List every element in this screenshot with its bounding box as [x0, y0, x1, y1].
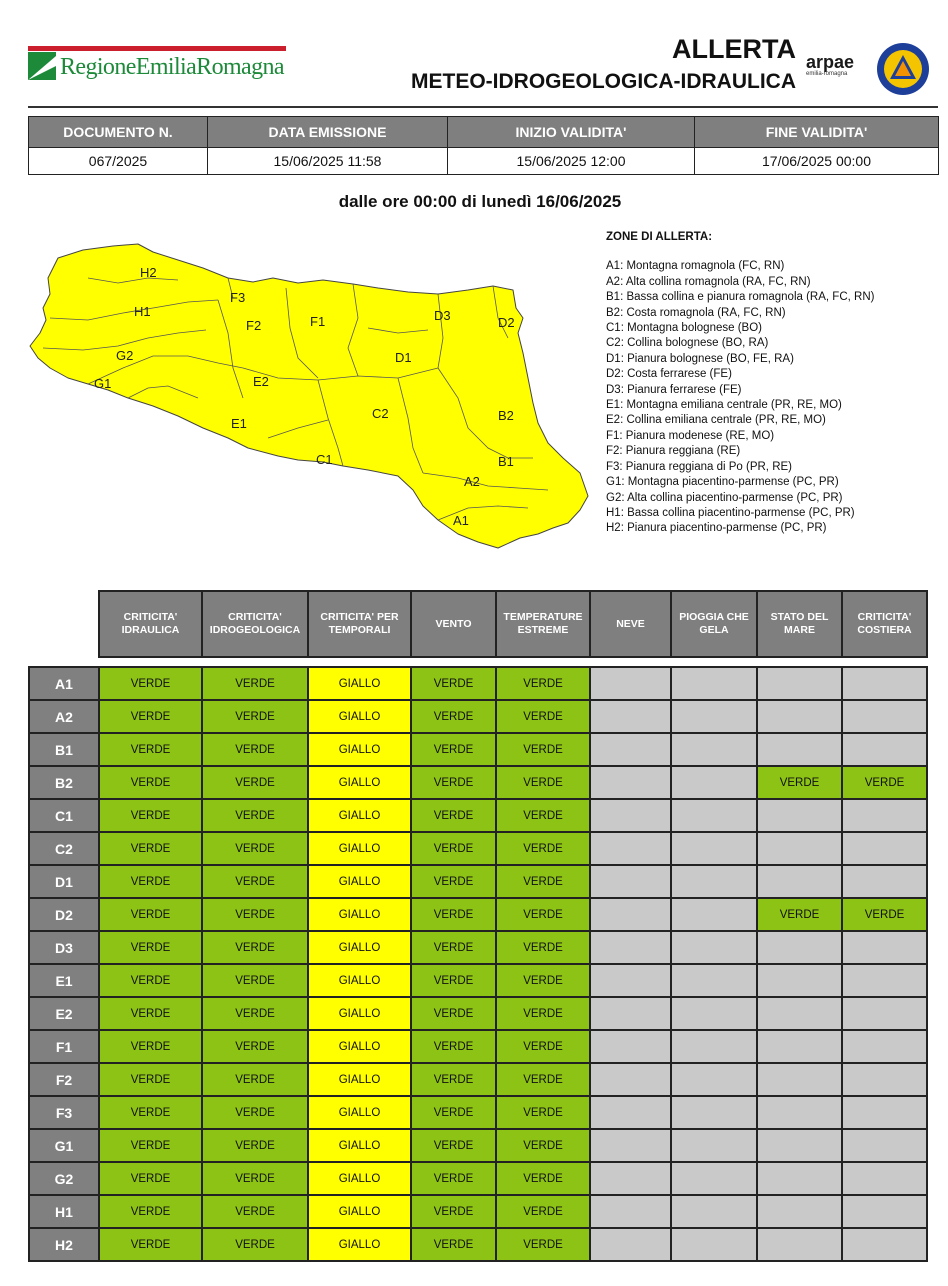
alert-cell: VERDE [411, 997, 496, 1030]
alert-cell: GIALLO [308, 964, 411, 997]
zone-label: D1 [29, 865, 99, 898]
alert-cell: VERDE [496, 832, 590, 865]
alert-cell: VERDE [496, 931, 590, 964]
alert-cell: VERDE [99, 931, 202, 964]
table-row [29, 865, 927, 898]
regione-emilia-romagna-logo [28, 46, 286, 82]
alert-cell [842, 964, 927, 997]
alert-cell: VERDE [99, 667, 202, 700]
region-logo-text: RegioneEmiliaRomagna [60, 54, 284, 80]
map-label-h1: H1 [134, 304, 151, 319]
map-label-b1: B1 [498, 454, 514, 469]
alert-cell: VERDE [842, 898, 927, 931]
alert-cell [590, 1030, 671, 1063]
alert-cell: GIALLO [308, 865, 411, 898]
alert-cell: VERDE [99, 832, 202, 865]
alert-cell: VERDE [99, 865, 202, 898]
map-label-h2: H2 [140, 265, 157, 280]
alert-cell: VERDE [99, 1228, 202, 1261]
alert-cell [842, 733, 927, 766]
alert-cell [590, 1195, 671, 1228]
alert-cell [757, 931, 842, 964]
zone-label: H1 [29, 1195, 99, 1228]
alert-cell [590, 1063, 671, 1096]
alert-cell: VERDE [496, 964, 590, 997]
legend-item: G2: Alta collina piacentino-parmense (PC, PR) [606, 491, 843, 504]
alert-cell [842, 667, 927, 700]
table-row [29, 1195, 927, 1228]
table-row [29, 766, 927, 799]
table-row [29, 997, 927, 1030]
alert-cell: VERDE [99, 700, 202, 733]
legend-item: E1: Montagna emiliana centrale (PR, RE, MO) [606, 399, 842, 412]
alert-cell: VERDE [411, 1063, 496, 1096]
legend-title: ZONE DI ALLERTA: [606, 231, 713, 243]
alert-cell [757, 1162, 842, 1195]
table-row [29, 700, 927, 733]
validity-subtitle: dalle ore 00:00 di lunedì 16/06/2025 [338, 192, 622, 211]
alert-cell [671, 1162, 757, 1195]
alert-cell: GIALLO [308, 1063, 411, 1096]
table-row [29, 1162, 927, 1195]
legend-item: A2: Alta collina romagnola (RA, FC, RN) [606, 275, 811, 288]
alert-cell: VERDE [202, 1030, 308, 1063]
info-header-document: DOCUMENTO N. [29, 117, 208, 148]
page-subtitle: METEO-IDROGEOLOGICA-IDRAULICA [411, 70, 796, 93]
logo-red-bar [28, 46, 286, 51]
alert-cell: VERDE [411, 700, 496, 733]
alert-cell: VERDE [202, 1195, 308, 1228]
alert-cell [757, 1030, 842, 1063]
map-label-e1: E1 [231, 416, 247, 431]
alert-cell [590, 1129, 671, 1162]
legend-item: D1: Pianura bolognese (BO, FE, RA) [606, 352, 794, 365]
header-gap [29, 657, 927, 667]
alert-cell [671, 1129, 757, 1162]
alert-cell [842, 799, 927, 832]
zone-label: A1 [29, 667, 99, 700]
map-label-d2: D2 [498, 315, 515, 330]
alert-cell: VERDE [496, 1162, 590, 1195]
alert-cell [842, 997, 927, 1030]
page-title: ALLERTA [672, 34, 796, 64]
table-row [29, 898, 927, 931]
table-row [29, 799, 927, 832]
alert-cell [671, 1228, 757, 1261]
alert-cell: GIALLO [308, 700, 411, 733]
alert-cell: VERDE [496, 766, 590, 799]
alert-cell: VERDE [411, 1228, 496, 1261]
alert-cell: VERDE [496, 1096, 590, 1129]
alert-cell: GIALLO [308, 931, 411, 964]
alert-cell: VERDE [496, 1030, 590, 1063]
zone-label: E1 [29, 964, 99, 997]
alert-cell: VERDE [496, 733, 590, 766]
column-header: STATO DEL MARE [757, 591, 842, 657]
table-row [29, 931, 927, 964]
info-header-start: INIZIO VALIDITA' [448, 117, 695, 148]
alert-cell [671, 865, 757, 898]
legend-item: C1: Montagna bolognese (BO) [606, 322, 762, 335]
alert-cell: GIALLO [308, 1228, 411, 1261]
alert-cell [590, 766, 671, 799]
map-label-b2: B2 [498, 408, 514, 423]
table-row [29, 964, 927, 997]
alert-cell [590, 1096, 671, 1129]
legend-item: F1: Pianura modenese (RE, MO) [606, 429, 775, 442]
alert-cell: VERDE [411, 1195, 496, 1228]
alert-cell: VERDE [202, 964, 308, 997]
legend-item: B2: Costa romagnola (RA, FC, RN) [606, 306, 786, 319]
map-label-d3: D3 [434, 308, 451, 323]
alert-cell: VERDE [496, 1129, 590, 1162]
alert-cell [671, 931, 757, 964]
alert-cell [757, 1096, 842, 1129]
alert-cell [590, 667, 671, 700]
alert-cell [671, 733, 757, 766]
zone-label: A2 [29, 700, 99, 733]
zone-label: G1 [29, 1129, 99, 1162]
alert-cell [842, 1195, 927, 1228]
gap-cell [29, 657, 927, 667]
alert-cell: VERDE [496, 799, 590, 832]
alert-cell [757, 1129, 842, 1162]
alert-cell: VERDE [496, 1228, 590, 1261]
legend-item: D2: Costa ferrarese (FE) [606, 368, 732, 381]
alert-cell: VERDE [496, 1195, 590, 1228]
table-row [29, 1096, 927, 1129]
alert-cell: VERDE [496, 898, 590, 931]
alert-cell: VERDE [99, 766, 202, 799]
column-header: CRITICITA' IDROGEOLOGICA [202, 591, 308, 657]
alert-cell: VERDE [99, 1162, 202, 1195]
map-label-f3: F3 [230, 290, 246, 305]
alert-cell [842, 700, 927, 733]
alert-cell: GIALLO [308, 667, 411, 700]
zone-label: G2 [29, 1162, 99, 1195]
alert-cell: VERDE [411, 964, 496, 997]
map-label-g1: G1 [94, 376, 112, 391]
info-end-date: 17/06/2025 00:00 [695, 148, 939, 175]
alert-cell [842, 865, 927, 898]
info-header-emission: DATA EMISSIONE [208, 117, 448, 148]
table-row [29, 1129, 927, 1162]
alert-cell [671, 667, 757, 700]
alert-cell: VERDE [757, 898, 842, 931]
alert-cell: VERDE [411, 1096, 496, 1129]
alert-cell [842, 1129, 927, 1162]
alert-cell [590, 799, 671, 832]
alert-cell: VERDE [496, 997, 590, 1030]
map-label-c1: C1 [316, 452, 333, 467]
alert-cell [671, 898, 757, 931]
protezione-civile-icon [876, 42, 930, 96]
alert-cell [757, 865, 842, 898]
table-row [29, 1063, 927, 1096]
map-label-e2: E2 [253, 374, 269, 389]
alert-cell: VERDE [99, 1129, 202, 1162]
region-flag-icon [28, 52, 56, 80]
column-header: CRITICITA' PER TEMPORALI [308, 591, 411, 657]
alert-cell: VERDE [202, 799, 308, 832]
info-start-date: 15/06/2025 12:00 [448, 148, 695, 175]
table-row [29, 832, 927, 865]
alert-cell [590, 733, 671, 766]
table-row [29, 1030, 927, 1063]
alert-cell: GIALLO [308, 898, 411, 931]
alert-cell [757, 832, 842, 865]
alert-cell: VERDE [496, 667, 590, 700]
alert-cell: VERDE [411, 832, 496, 865]
zone-label: C2 [29, 832, 99, 865]
map-label-c2: C2 [372, 406, 389, 421]
column-header: CRITICITA' COSTIERA [842, 591, 927, 657]
alert-cell: VERDE [99, 898, 202, 931]
zones-legend [606, 230, 938, 537]
zone-label: D2 [29, 898, 99, 931]
column-header: CRITICITA' IDRAULICA [99, 591, 202, 657]
legend-item: H2: Pianura piacentino-parmense (PC, PR) [606, 522, 827, 535]
alert-cell [590, 1228, 671, 1261]
map-label-d1: D1 [395, 350, 412, 365]
column-header: VENTO [411, 591, 496, 657]
zone-label: E2 [29, 997, 99, 1030]
zone-label: F1 [29, 1030, 99, 1063]
alert-levels-table [28, 590, 928, 1262]
legend-item: F2: Pianura reggiana (RE) [606, 445, 741, 458]
alert-cell: VERDE [411, 865, 496, 898]
alert-cell: VERDE [202, 1096, 308, 1129]
alert-cell [671, 964, 757, 997]
alert-cell: VERDE [202, 997, 308, 1030]
region-outline [30, 244, 588, 548]
alert-cell [842, 832, 927, 865]
alert-cell: GIALLO [308, 1096, 411, 1129]
zone-label: F3 [29, 1096, 99, 1129]
info-emission-date: 15/06/2025 11:58 [208, 148, 448, 175]
alert-cell [671, 1195, 757, 1228]
alert-cell: VERDE [496, 700, 590, 733]
alert-cell [590, 1162, 671, 1195]
header-divider [28, 106, 938, 108]
arpae-logo-text: arpae [806, 52, 855, 72]
alert-cell [590, 700, 671, 733]
alert-cell [671, 700, 757, 733]
alert-cell [590, 964, 671, 997]
map-label-f2: F2 [246, 318, 262, 333]
zone-label: H2 [29, 1228, 99, 1261]
map-label-f1: F1 [310, 314, 326, 329]
alert-cell: VERDE [99, 799, 202, 832]
alert-cell [842, 1096, 927, 1129]
alert-cell: VERDE [411, 1030, 496, 1063]
alert-cell: VERDE [202, 667, 308, 700]
alert-cell: GIALLO [308, 799, 411, 832]
alert-cell: VERDE [411, 733, 496, 766]
alert-cell: VERDE [411, 931, 496, 964]
alert-cell [757, 1195, 842, 1228]
alert-cell: VERDE [496, 1063, 590, 1096]
alert-cell [757, 667, 842, 700]
alert-cell: GIALLO [308, 766, 411, 799]
alert-cell: VERDE [99, 1030, 202, 1063]
alert-cell [671, 766, 757, 799]
alert-cell: GIALLO [308, 1195, 411, 1228]
alert-cell [590, 931, 671, 964]
alert-cell: GIALLO [308, 997, 411, 1030]
alert-cell: VERDE [411, 766, 496, 799]
zone-label: D3 [29, 931, 99, 964]
alert-cell: VERDE [99, 1063, 202, 1096]
alert-cell: VERDE [202, 865, 308, 898]
alert-cell: VERDE [99, 733, 202, 766]
alert-cell [590, 997, 671, 1030]
alert-cell [671, 1096, 757, 1129]
alert-cell [757, 733, 842, 766]
document-info-table [28, 116, 939, 175]
legend-item: D3: Pianura ferrarese (FE) [606, 383, 742, 396]
zone-label: B2 [29, 766, 99, 799]
alert-cell [757, 799, 842, 832]
alert-cell: VERDE [202, 898, 308, 931]
zone-label: B1 [29, 733, 99, 766]
alert-cell [671, 1030, 757, 1063]
alert-cell [757, 964, 842, 997]
column-header: TEMPERATURE ESTREME [496, 591, 590, 657]
alert-cell: VERDE [202, 1129, 308, 1162]
arpae-logo-subtext: emilia-romagna [806, 71, 848, 77]
alert-cell: VERDE [496, 865, 590, 898]
alert-cell [842, 1030, 927, 1063]
alert-cell [842, 1063, 927, 1096]
alert-zones-map [28, 238, 592, 556]
alert-cell [671, 799, 757, 832]
alert-cell: VERDE [99, 964, 202, 997]
header-corner [29, 591, 99, 657]
table-row [29, 1228, 927, 1261]
alert-cell: VERDE [202, 766, 308, 799]
alert-cell: GIALLO [308, 1129, 411, 1162]
table-row [29, 667, 927, 700]
map-label-a2: A2 [464, 474, 480, 489]
map-label-g2: G2 [116, 348, 134, 363]
map-label-a1: A1 [453, 513, 469, 528]
alert-cell: GIALLO [308, 1030, 411, 1063]
legend-item: B1: Bassa collina e pianura romagnola (RA, FC, RN) [606, 291, 875, 304]
alert-cell: VERDE [411, 898, 496, 931]
alert-cell: VERDE [202, 931, 308, 964]
alert-cell [671, 1063, 757, 1096]
alert-cell: GIALLO [308, 733, 411, 766]
alert-cell [842, 1228, 927, 1261]
info-header-end: FINE VALIDITA' [695, 117, 939, 148]
legend-item: E2: Collina emiliana centrale (PR, RE, MO) [606, 414, 826, 427]
alert-cell [671, 997, 757, 1030]
alert-cell: VERDE [202, 1162, 308, 1195]
alert-cell: VERDE [99, 1195, 202, 1228]
alert-cell [757, 997, 842, 1030]
column-header: PIOGGIA CHE GELA [671, 591, 757, 657]
alert-cell: GIALLO [308, 832, 411, 865]
table-header-row [29, 591, 927, 657]
alert-cell: VERDE [202, 733, 308, 766]
alert-cell: VERDE [411, 799, 496, 832]
alert-cell: VERDE [757, 766, 842, 799]
info-document-number: 067/2025 [29, 148, 208, 175]
alert-cell: VERDE [842, 766, 927, 799]
alert-cell [757, 700, 842, 733]
alert-cell [590, 898, 671, 931]
zone-label: C1 [29, 799, 99, 832]
alert-cell: VERDE [202, 700, 308, 733]
table-body [29, 657, 927, 1261]
alert-cell: VERDE [202, 832, 308, 865]
column-header: NEVE [590, 591, 671, 657]
arpae-logo [806, 52, 876, 77]
legend-item: H1: Bassa collina piacentino-parmense (PC, PR) [606, 506, 855, 519]
alert-cell: VERDE [411, 1162, 496, 1195]
alert-cell: GIALLO [308, 1162, 411, 1195]
alert-cell [757, 1063, 842, 1096]
alert-cell [842, 931, 927, 964]
alert-cell [590, 865, 671, 898]
legend-item: F3: Pianura reggiana di Po (PR, RE) [606, 460, 793, 473]
alert-cell: VERDE [99, 997, 202, 1030]
alert-cell [842, 1162, 927, 1195]
alert-cell [590, 832, 671, 865]
alert-cell: VERDE [202, 1063, 308, 1096]
alert-cell [757, 1228, 842, 1261]
zone-label: F2 [29, 1063, 99, 1096]
alert-cell: VERDE [202, 1228, 308, 1261]
legend-item: G1: Montagna piacentino-parmense (PC, PR) [606, 476, 839, 489]
alert-cell [671, 832, 757, 865]
table-row [29, 733, 927, 766]
alert-cell: VERDE [411, 667, 496, 700]
legend-item: C2: Collina bolognese (BO, RA) [606, 337, 769, 350]
legend-item: A1: Montagna romagnola (FC, RN) [606, 260, 785, 273]
alert-cell: VERDE [99, 1096, 202, 1129]
alert-cell: VERDE [411, 1129, 496, 1162]
